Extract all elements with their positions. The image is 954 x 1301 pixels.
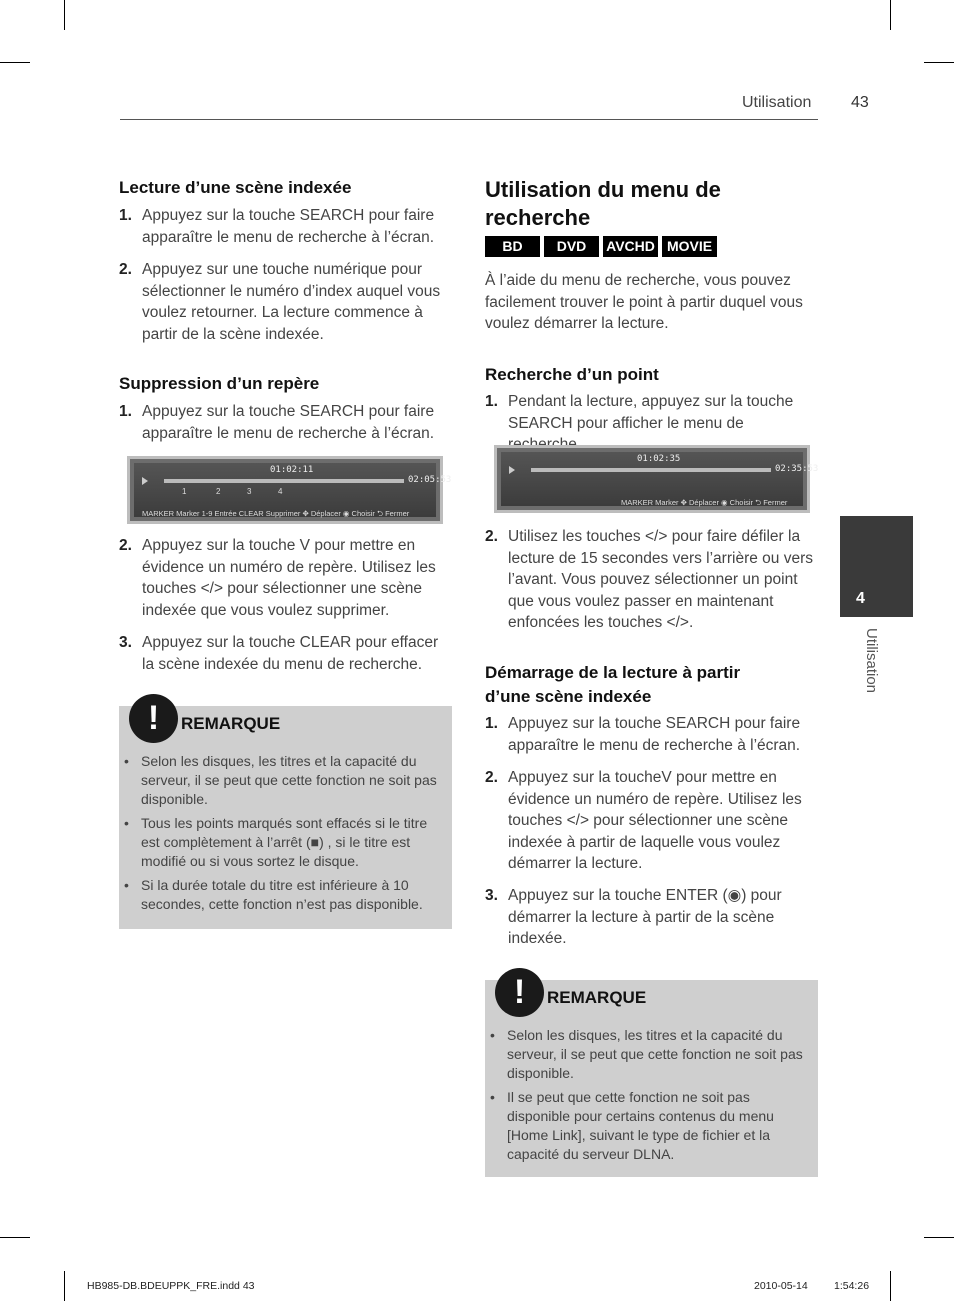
page-title: Utilisation du menu de recherche bbox=[485, 177, 721, 230]
step-text: Appuyez sur la touche ENTER (◉) pour démarrer la lecture à partir de la scène indexée. bbox=[508, 887, 782, 947]
step-number: 1. bbox=[485, 393, 498, 410]
note-item: • Selon les disques, les titres et la capacité du serveur, il se peut que cette fonction ne soit pas disponible. bbox=[485, 1026, 810, 1083]
step-number: 2. bbox=[119, 537, 132, 554]
marker-index: 4 bbox=[278, 487, 283, 496]
note-box bbox=[119, 699, 452, 929]
crop-mark bbox=[0, 1237, 30, 1238]
screenshot-panel bbox=[134, 463, 452, 518]
step-text: Appuyez sur la touche SEARCH pour faire apparaître le menu de recherche à l’écran. bbox=[508, 715, 801, 754]
step-text: Appuyez sur la touche V pour mettre en évidence un numéro de repère. Utilisez les touches </> pour sélectionner une scène indexée que vous voulez supprimer. bbox=[142, 537, 436, 619]
progress-bar bbox=[531, 468, 771, 472]
chapter-tab bbox=[840, 516, 913, 617]
note-item: • Tous les points marqués sont effacés si le titre est complètement à l’arrêt (■) , si le titre est modifié ou si vous sortez le disque. bbox=[119, 814, 444, 871]
note-item: • Selon les disques, les titres et la capacité du serveur, il se peut que cette fonction ne soit pas disponible. bbox=[119, 752, 444, 809]
header-rule bbox=[120, 119, 818, 120]
search-menu-screenshot bbox=[494, 445, 819, 513]
footer-date: 2010-05-14 bbox=[754, 1280, 808, 1292]
step-number: 3. bbox=[485, 887, 498, 904]
badge-dvd: DVD bbox=[544, 236, 599, 257]
note-item: • Si la durée totale du titre est inférieure à 10 secondes, cette fonction n’est pas disponible. bbox=[119, 876, 444, 914]
crop-mark bbox=[64, 1271, 65, 1301]
step-item bbox=[119, 535, 452, 623]
step-text: Appuyez sur la touche SEARCH pour faire apparaître le menu de recherche à l’écran. bbox=[142, 207, 435, 246]
step-number: 1. bbox=[119, 403, 132, 420]
exclamation-icon: ! bbox=[495, 968, 544, 1017]
screenshot-footer: MARKER Marker 1-9 Entrée CLEAR Supprimer ✥ Déplacer ◉ Choisir ⮌ Fermer bbox=[142, 509, 410, 518]
exclamation-icon: ! bbox=[129, 694, 178, 743]
step-item bbox=[119, 632, 452, 676]
chapter-label: Utilisation bbox=[863, 628, 880, 694]
note-box bbox=[485, 973, 818, 1177]
badge-bd: BD bbox=[485, 236, 540, 257]
marker-index: 1 bbox=[182, 487, 187, 496]
crop-mark bbox=[890, 1271, 891, 1301]
crop-mark bbox=[924, 1237, 954, 1238]
step-text: Utilisez les touches </> pour faire défiler la lecture de 15 secondes vers l’arrière ou vers l’avant. Vous pouvez sélectionner un point que vous voulez passer en maintenant enfoncées les touches </>. bbox=[508, 528, 813, 631]
section-title-indexed: Lecture d’une scène indexée bbox=[119, 178, 352, 197]
step-text: Appuyez sur la toucheV pour mettre en évidence un numéro de repère. Utilisez les touches </> pour sélectionner une scène indexée à partir de laquelle vous voulez démarrer la lecture. bbox=[508, 769, 802, 872]
note-title: REMARQUE bbox=[547, 988, 647, 1007]
section-title-start: Démarrage de la lecture à partir d’une scène indexée bbox=[485, 663, 741, 706]
crop-mark bbox=[0, 62, 30, 63]
total-time: 02:05:53 bbox=[408, 475, 452, 485]
search-menu-screenshot bbox=[127, 456, 452, 524]
step-number: 1. bbox=[485, 715, 498, 732]
note-item: • Il se peut que cette fonction ne soit pas disponible pour certains contenus du menu [Home Link], suivant le type de fichier et la capacité du serveur DLNA. bbox=[485, 1088, 810, 1164]
step-item bbox=[485, 526, 820, 634]
chapter-number: 4 bbox=[856, 590, 865, 607]
step-item bbox=[119, 205, 452, 249]
note-title: REMARQUE bbox=[181, 714, 281, 733]
step-text: Appuyez sur la touche CLEAR pour effacer la scène indexée du menu de recherche. bbox=[142, 634, 439, 673]
intro-text: À l’aide du menu de recherche, vous pouvez facilement trouver le point à partir duquel vous voulez démarrer la lecture. bbox=[485, 272, 803, 332]
running-header-section: Utilisation bbox=[742, 94, 812, 111]
step-item bbox=[485, 885, 820, 951]
play-icon bbox=[509, 466, 515, 474]
crop-mark bbox=[890, 0, 891, 30]
section-title-point: Recherche d’un point bbox=[485, 365, 659, 384]
step-item bbox=[119, 259, 452, 347]
step-item bbox=[485, 767, 820, 875]
step-number: 2. bbox=[119, 261, 132, 278]
total-time: 02:35:53 bbox=[775, 464, 819, 474]
screenshot-footer: MARKER Marker ✥ Déplacer ◉ Choisir ⮌ Fermer bbox=[621, 498, 788, 507]
current-time: 01:02:11 bbox=[270, 465, 314, 475]
step-text: Pendant la lecture, appuyez sur la touche SEARCH pour afficher le menu de bbox=[508, 393, 794, 432]
step-text: Appuyez sur la touche SEARCH pour faire apparaître le menu de recherche à l’écran. bbox=[142, 403, 435, 442]
play-icon bbox=[142, 477, 148, 485]
footer-time: 1:54:26 bbox=[834, 1280, 870, 1292]
step-item bbox=[485, 391, 820, 435]
current-time: 01:02:35 bbox=[637, 454, 681, 464]
progress-bar bbox=[164, 479, 404, 483]
screenshot-panel bbox=[501, 452, 819, 507]
step-number: 1. bbox=[119, 207, 132, 224]
step-number: 3. bbox=[119, 634, 132, 651]
footer-file: HB985-DB.BDEUPPK_FRE.indd 43 bbox=[87, 1280, 255, 1292]
badge-movie: MOVIE bbox=[662, 236, 717, 257]
page-number: 43 bbox=[851, 94, 869, 111]
crop-mark bbox=[924, 62, 954, 63]
step-text: Appuyez sur une touche numérique pour sélectionner le numéro d’index auquel vous voulez retourner. La lecture commence à partir de la scène indexée. bbox=[142, 261, 441, 343]
step-number: 2. bbox=[485, 528, 498, 545]
note-list bbox=[485, 1026, 810, 1169]
note-list bbox=[119, 752, 444, 919]
marker-index: 3 bbox=[247, 487, 252, 496]
step-number: 2. bbox=[485, 769, 498, 786]
step-item bbox=[119, 401, 452, 445]
marker-index: 2 bbox=[216, 487, 221, 496]
section-title-delete: Suppression d’un repère bbox=[119, 374, 320, 393]
step-item bbox=[485, 713, 820, 757]
crop-mark bbox=[64, 0, 65, 30]
badge-avchd: AVCHD bbox=[603, 236, 658, 257]
